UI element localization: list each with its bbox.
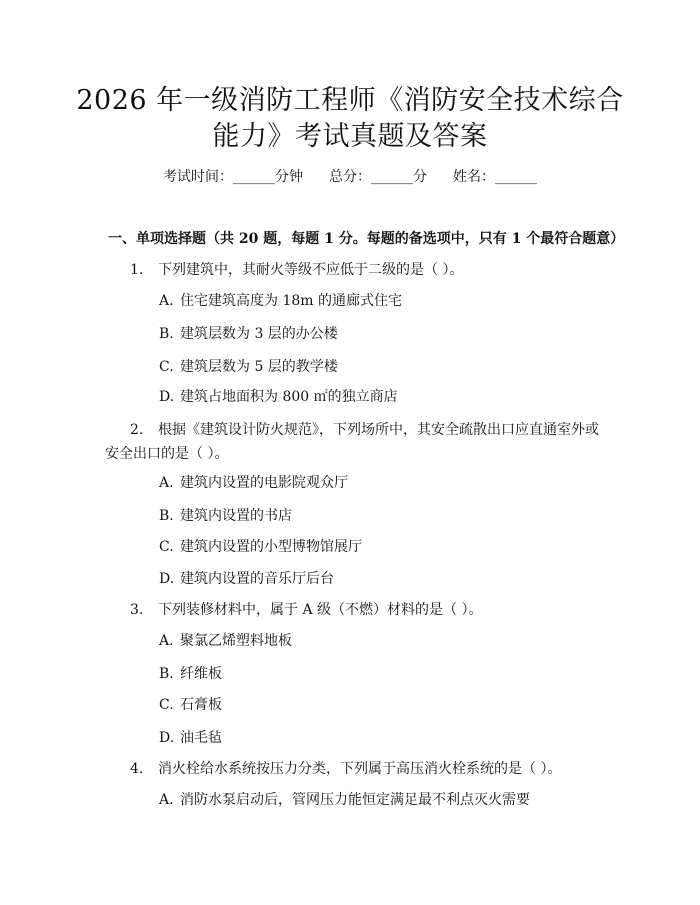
option-3d <box>159 728 222 748</box>
option-text: 建筑层数为 3 层的办公楼 <box>180 326 338 342</box>
option-text: 住宅建筑高度为 18m 的通廊式住宅 <box>180 293 402 309</box>
question-number: 3. <box>130 602 144 618</box>
option-1b <box>159 324 338 344</box>
exam-meta-line <box>0 167 700 187</box>
question-4 <box>130 757 561 781</box>
question-number: 1. <box>130 262 144 278</box>
question-number: 2. <box>130 422 144 438</box>
option-text: 聚氯乙烯塑料地板 <box>180 633 292 649</box>
option-4a <box>159 790 530 810</box>
option-text: 建筑占地面积为 800 ㎡的独立商店 <box>180 389 398 405</box>
question-number: 4. <box>130 761 144 777</box>
option-2a <box>159 473 348 493</box>
option-letter: D. <box>159 730 175 746</box>
option-1d <box>159 387 398 407</box>
question-text-line1: 根据《建筑设计防火规范》，下列场所中，其安全疏散出口应直通室外或 <box>158 422 599 438</box>
option-text: 纤维板 <box>180 666 222 682</box>
document-title-line2: 能力》考试真题及答案 <box>212 121 488 152</box>
exam-time-field: 考试时间：______分钟 <box>163 169 303 185</box>
question-text: 下列建筑中，其耐火等级不应低于二级的是（ ）。 <box>158 262 464 278</box>
section-heading: 一、单项选择题（共 20 题，每题 1 分。每题的备选项中，只有 1 个最符合题意） <box>108 231 625 247</box>
option-text: 建筑层数为 5 层的教学楼 <box>180 359 338 375</box>
option-text: 石膏板 <box>180 697 222 713</box>
option-1c <box>159 357 338 377</box>
option-2c <box>159 537 362 557</box>
question-2 <box>130 418 599 442</box>
option-letter: D. <box>159 389 175 405</box>
option-letter: A. <box>159 475 174 491</box>
option-letter: A. <box>159 293 174 309</box>
option-text: 消防水泵启动后，管网压力能恒定满足最不利点灭火需要 <box>180 792 530 808</box>
option-text: 油毛毡 <box>180 730 222 746</box>
option-3a <box>159 631 292 651</box>
option-letter: A. <box>159 633 174 649</box>
option-2d <box>159 569 334 589</box>
question-text: 下列装修材料中，属于 A 级（不燃）材料的是（ ）。 <box>158 602 483 618</box>
option-letter: C. <box>159 697 174 713</box>
name-field: 姓名：______ <box>453 169 537 185</box>
question-2-continued <box>105 442 228 466</box>
option-text: 建筑内设置的书店 <box>180 508 292 524</box>
question-text-line2: 安全出口的是（ ）。 <box>105 446 229 462</box>
option-letter: B. <box>159 508 174 524</box>
option-1a <box>159 291 402 311</box>
option-text: 建筑内设置的电影院观众厅 <box>180 475 348 491</box>
option-2b <box>159 506 292 526</box>
option-letter: B. <box>159 666 174 682</box>
option-letter: B. <box>159 326 174 342</box>
option-letter: C. <box>159 539 174 555</box>
question-text: 消火栓给水系统按压力分类，下列属于高压消火栓系统的是（ ）。 <box>158 761 562 777</box>
option-text: 建筑内设置的音乐厅后台 <box>180 571 334 587</box>
option-letter: A. <box>159 792 174 808</box>
option-letter: C. <box>159 359 174 375</box>
question-3 <box>130 598 482 622</box>
question-1 <box>130 258 463 282</box>
option-letter: D. <box>159 571 175 587</box>
document-title-line1: 2026 年一级消防工程师《消防安全技术综合 <box>76 85 624 116</box>
option-3c <box>159 695 222 715</box>
option-text: 建筑内设置的小型博物馆展厅 <box>180 539 362 555</box>
option-3b <box>159 664 222 684</box>
total-score-field: 总分：______分 <box>329 169 427 185</box>
